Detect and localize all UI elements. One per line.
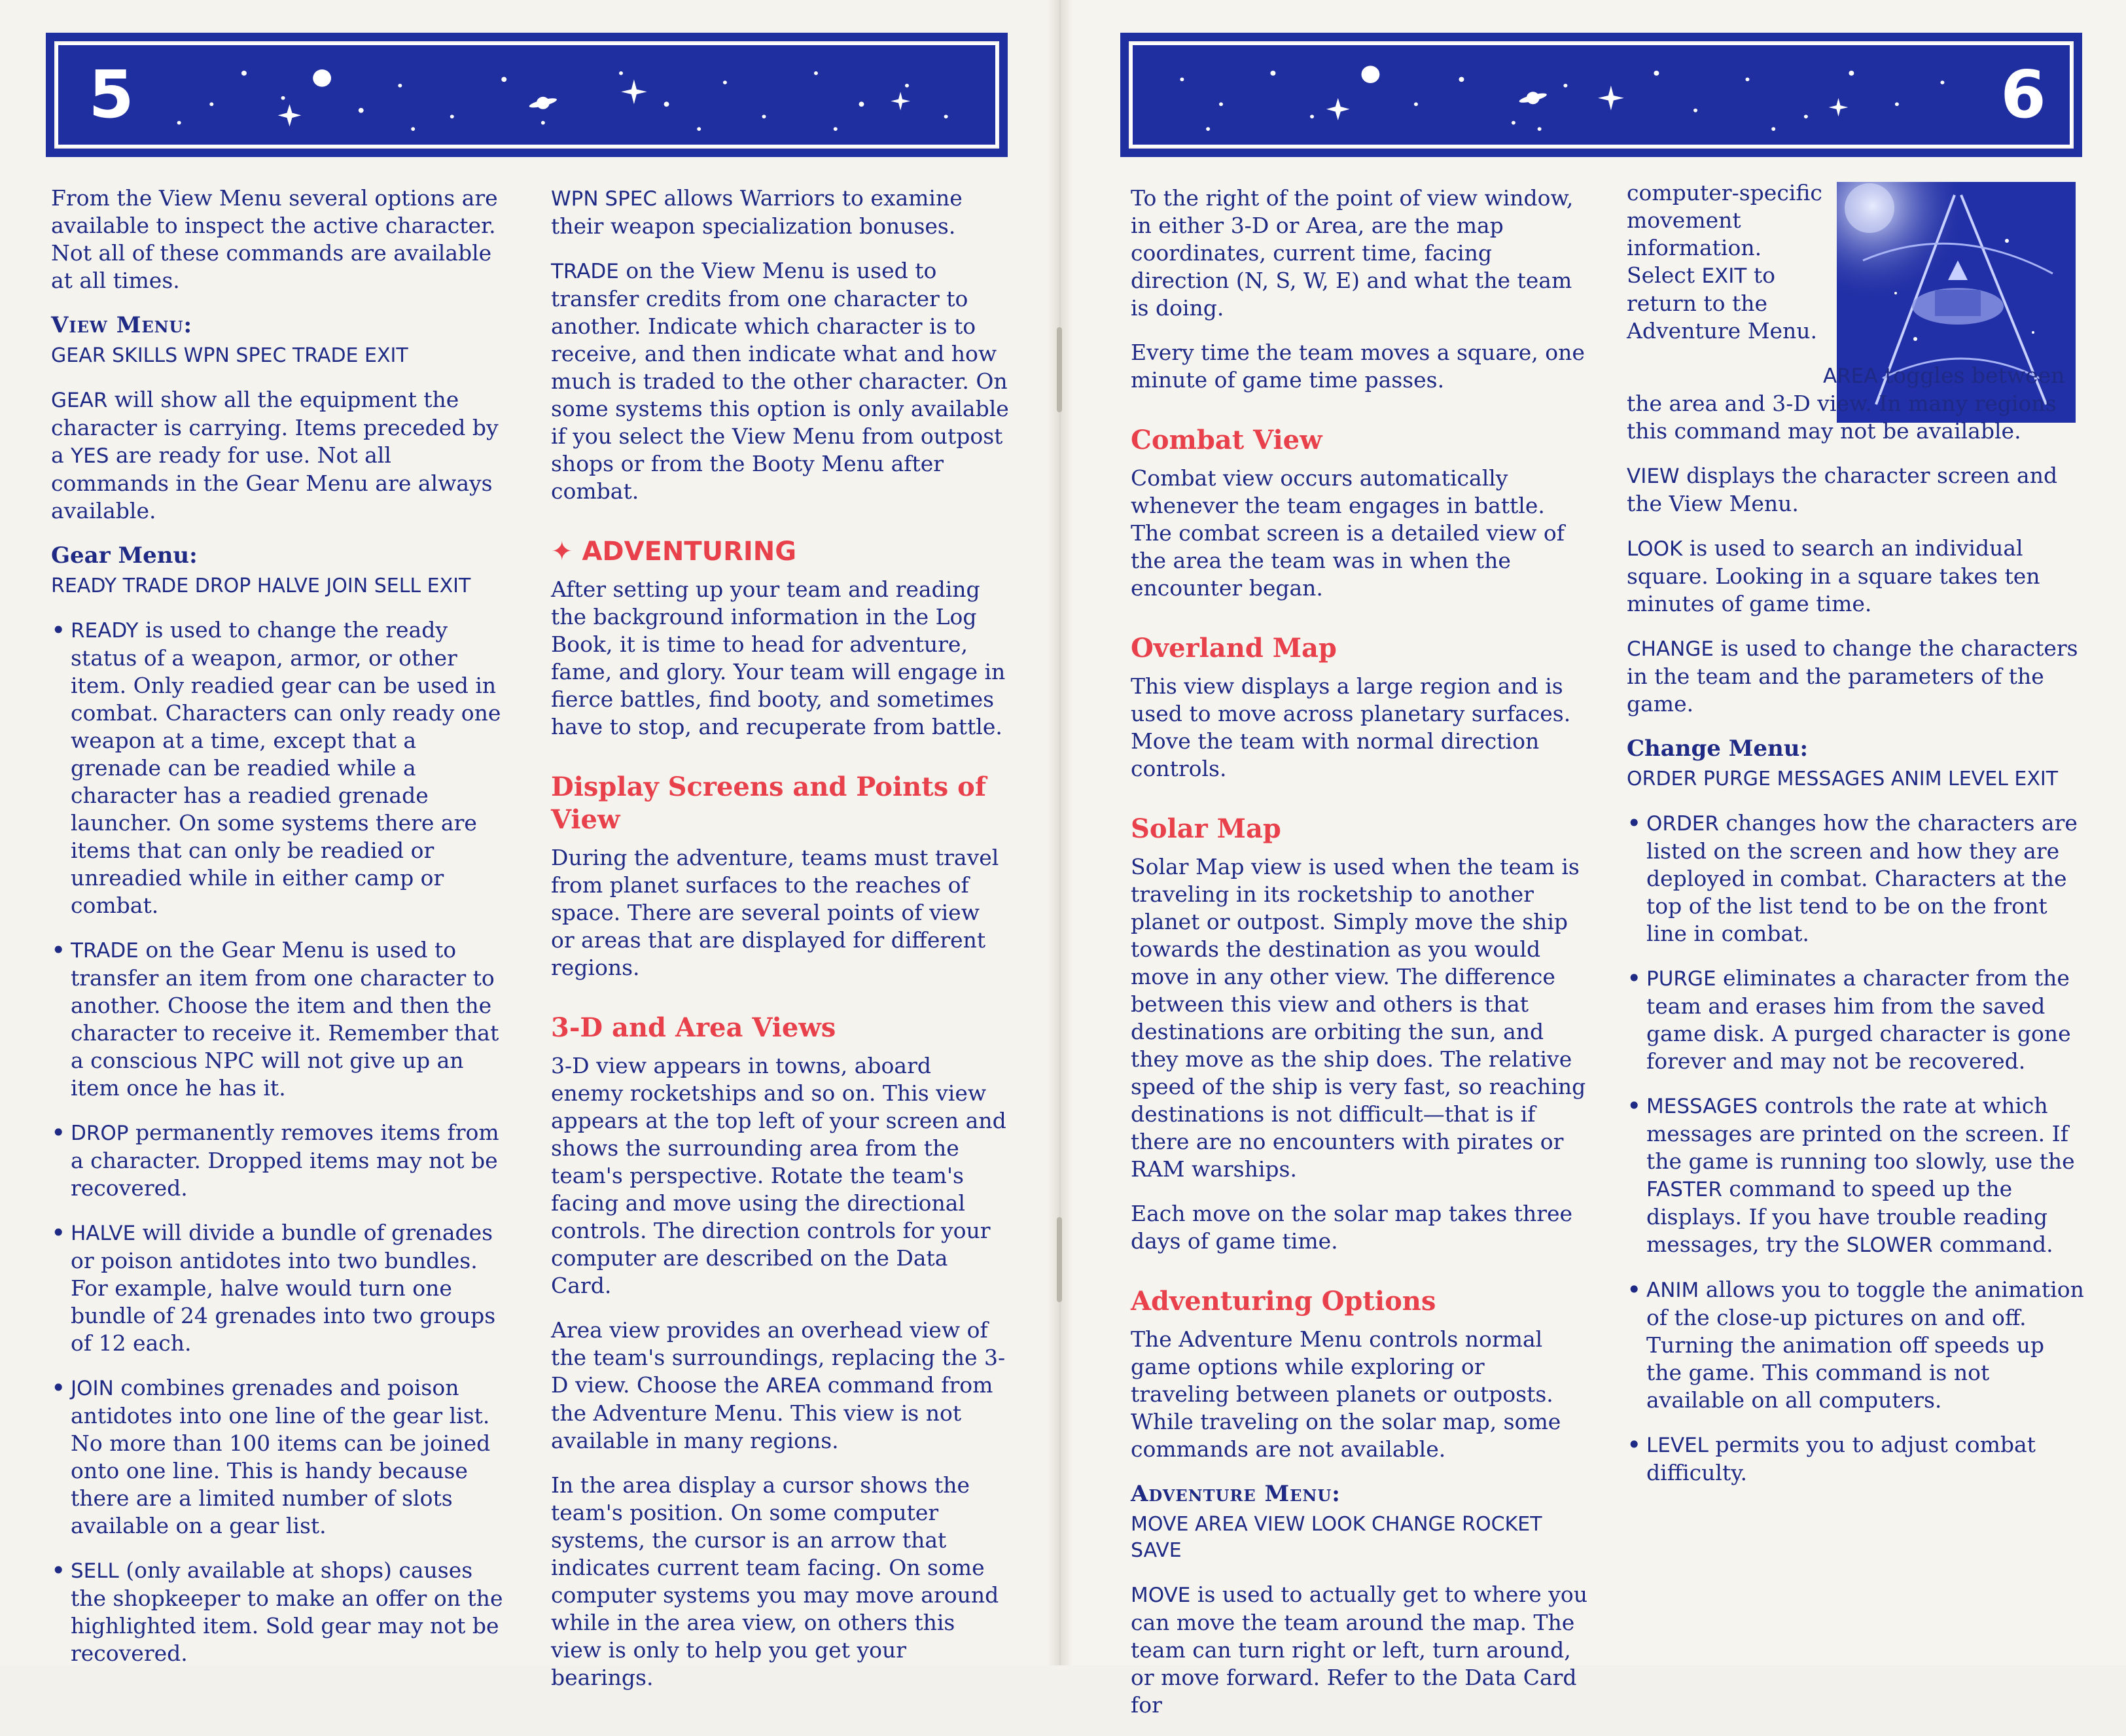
list-item <box>1627 1276 2085 1414</box>
movement-info-paragraph <box>1627 179 1823 345</box>
gear-menu-commands: READY TRADE DROP HALVE JOIN SELL EXIT <box>51 575 471 597</box>
view-menu-heading: View Menu: <box>51 312 193 338</box>
float-spacer <box>1627 362 1823 363</box>
bullet-text: is used to change the ready status of a weapon, armor, or other item. Only readied gear can be used in combat. Characters can only ready one weapon at a time, except that a grenade can be readied while a character has a readied grenade launcher. On some systems there are items that can only be readied or unreadied while in either camp or combat. <box>71 617 501 918</box>
move-keyword: MOVE <box>1131 1584 1191 1607</box>
bullet-text: controls the rate at which messages are printed on the screen. If the game is running too slowly, use the <box>1646 1093 2075 1174</box>
bullet-text: combines grenades and poison antidotes into one line of the gear list. No more than 100 items can be joined onto one line. This is handy because there are a limited number of slots available on a gear list. <box>71 1375 491 1538</box>
change-menu-heading: Change Menu: <box>1627 735 1809 762</box>
area-text-b: command from the Adventure Menu. This view is not available in many regions. <box>551 1372 993 1453</box>
bullet-text: permits you to adjust combat difficulty. <box>1646 1432 2036 1485</box>
bullet-keyword: HALVE <box>71 1222 136 1245</box>
bullet-text: permanently removes items from a character. Dropped items may not be recovered. <box>71 1120 499 1201</box>
bullet-text: changes how the characters are listed on the screen and how they are deployed in combat. Characters at the top of the list tend to be on the front line in combat. <box>1646 810 2078 946</box>
bullet-text: (only available at shops) causes the shopkeeper to make an offer on the highlighted item. Sold gear may not be recovered. <box>71 1557 503 1666</box>
area-text-a: Area view provides an overhead view of the team's surroundings, replacing the 3-D view. Choose the <box>551 1317 1006 1398</box>
solar-map-paragraph-2: Each move on the solar map takes three days of game time. <box>1131 1201 1573 1254</box>
list-item <box>1627 1431 2085 1487</box>
change-paragraph <box>1627 635 2085 718</box>
bullet-keyword: LEVEL <box>1646 1434 1709 1457</box>
change-text: is used to change the characters in the team and the parameters of the game. <box>1627 635 2078 717</box>
combat-view-heading: Combat View <box>1131 425 1322 455</box>
change-menu-list <box>1627 809 2085 1487</box>
staple-top <box>1057 327 1062 412</box>
coordinates-paragraph: To the right of the point of view window, in either 3-D or Area, are the map coordinates, current time, facing direction (N, S, W, E) and what the team is doing. <box>1131 185 1574 321</box>
exit-keyword: EXIT <box>1701 264 1747 288</box>
gear-menu-list <box>51 616 509 1667</box>
view-text: displays the character screen and the View Menu. <box>1627 463 2058 516</box>
display-screens-paragraph: During the adventure, teams must travel from planet surfaces to the reaches of space. There are several points of view or areas that are displayed for different regions. <box>551 845 999 980</box>
yes-keyword: YES <box>71 444 109 468</box>
list-item <box>51 1557 509 1667</box>
look-keyword: LOOK <box>1627 537 1683 561</box>
overland-map-paragraph: This view displays a large region and is used to move across planetary surfaces. Move the team with normal direction controls. <box>1131 673 1571 781</box>
page-6-column-1 <box>1131 185 1589 1736</box>
adventuring-paragraph: After setting up your team and reading the background information in the Log Book, it is time to head for adventure, fame, and glory. Your team will engage in fierce battles, find booty, and sometimes have to stop, and recuperate from battle. <box>551 576 1006 739</box>
slower-keyword: SLOWER <box>1846 1233 1933 1257</box>
look-paragraph <box>1627 535 2085 618</box>
adventuring-options-paragraph: The Adventure Menu controls normal game options while exploring or traveling between planets or outposts. While traveling on the solar map, some commands are not available. <box>1131 1326 1561 1462</box>
area-toggle-paragraph <box>1627 362 2085 445</box>
area-views-paragraph-2 <box>551 1317 1009 1455</box>
book-gutter <box>1047 0 1073 1665</box>
change-keyword: CHANGE <box>1627 637 1714 661</box>
banner-frame <box>1130 43 2072 147</box>
area-views-paragraph-1: 3-D view appears in towns, aboard enemy rocketships and so on. This view appears at the top left of your screen and shows the surrounding area from the team's perspective. Rotate the team's facing and move using the directional controls. The direction controls for your computer are described on the Data Card. <box>551 1053 1006 1298</box>
page-5-star-banner <box>46 33 1008 157</box>
list-item <box>51 1119 509 1202</box>
bullet-text: will divide a bundle of grenades or poison antidotes into two bundles. For example, halve would turn one bundle of 24 grenades into two groups of 12 each. <box>71 1220 496 1356</box>
list-item <box>51 1374 509 1540</box>
list-item <box>51 1219 509 1357</box>
bullet-keyword: PURGE <box>1646 967 1716 991</box>
display-screens-heading: Display Screens and Points of View <box>551 771 987 835</box>
view-paragraph <box>1627 462 2085 518</box>
bullet-keyword: TRADE <box>71 939 139 963</box>
page-number: 5 <box>88 56 134 133</box>
game-time-paragraph: Every time the team moves a square, one minute of game time passes. <box>1131 340 1585 393</box>
solar-map-heading: Solar Map <box>1131 813 1281 844</box>
list-item <box>1627 809 2085 948</box>
page-6-star-banner <box>1120 33 2082 157</box>
change-menu-commands: ORDER PURGE MESSAGES ANIM LEVEL EXIT <box>1627 768 2059 790</box>
banner-frame <box>56 43 998 147</box>
move-text: is used to actually get to where you can move the team around the map. The team can turn right or left, turn around, or move forward. Refer to the Data Card for <box>1131 1582 1588 1718</box>
bullet-keyword: JOIN <box>71 1377 114 1400</box>
gear-menu-heading: Gear Menu: <box>51 542 198 569</box>
adventure-menu-heading: Adventure Menu: <box>1131 1481 1341 1507</box>
combat-view-paragraph: Combat view occurs automatically whenever the team engages in battle. The combat screen is a detailed view of the area the team was in when the encounter began. <box>1131 465 1565 601</box>
page-number: 6 <box>2000 56 2046 133</box>
area-keyword: AREA <box>1823 364 1878 388</box>
page-5-column-1 <box>51 185 509 1684</box>
list-item <box>1627 965 2085 1075</box>
list-item <box>51 616 509 919</box>
trade-text: on the View Menu is used to transfer credits from one character to another. Indicate which character is to receive, and then indicate what and how much is traded to the other character. On some systems this option is only available if you select the View Menu from outpost shops or from the Booty Menu after combat. <box>551 258 1009 504</box>
area-keyword: AREA <box>766 1374 821 1398</box>
bullet-text-3: command. <box>1932 1231 2053 1257</box>
area-toggle-text: toggles between the area and 3-D view. In many regions this command may not be available. <box>1627 363 2065 444</box>
wpn-spec-text: allows Warriors to examine their weapon specialization bonuses. <box>551 185 963 239</box>
gear-text: will show all the equipment the character is carrying. Items preceded by a <box>51 387 499 468</box>
adventuring-heading: ✦ ADVENTURING <box>551 537 797 567</box>
gear-paragraph <box>51 386 509 525</box>
trade-keyword: TRADE <box>551 260 619 283</box>
gear-keyword: GEAR <box>51 389 108 412</box>
gear-text-2: are ready for use. Not all commands in the Gear Menu are always available. <box>51 442 493 523</box>
solar-map-paragraph-1: Solar Map view is used when the team is traveling in its rocketship to another planet or outpost. Simply move the ship towards the destination as you would move in any other view. The difference between this view and others is that destinations are orbiting the sun, and they move as the ship does. The relative speed of the ship is very fast, so reaching destinations is not difficult—that is if there are no encounters with pirates or RAM warships. <box>1131 854 1586 1182</box>
bullet-text: allows you to toggle the animation of the close-up pictures on and off. Turning the animation off speeds up the game. This command is not available on all computers. <box>1646 1277 2084 1413</box>
movement-text-b: to return to the Adventure Menu. <box>1627 262 1818 344</box>
area-views-heading: 3-D and Area Views <box>551 1012 836 1043</box>
movement-text-a: computer-specific movement information. Select <box>1627 180 1822 288</box>
bullet-text-2: command to speed up the displays. If you have trouble reading messages, try the <box>1646 1176 2047 1257</box>
move-paragraph <box>1131 1581 1589 1719</box>
adventuring-options-heading: Adventuring Options <box>1131 1286 1436 1317</box>
overland-map-heading: Overland Map <box>1131 633 1337 664</box>
list-item <box>51 936 509 1102</box>
bullet-keyword: ORDER <box>1646 812 1719 836</box>
area-views-paragraph-3: In the area display a cursor shows the team's position. On some computer systems, the cursor is an arrow that indicates current team facing. On some computer systems you may move around while in the area view, on others this view is only to help you get your bearings. <box>551 1472 999 1690</box>
bullet-keyword: READY <box>71 619 139 643</box>
bullet-keyword: DROP <box>71 1122 129 1145</box>
view-keyword: VIEW <box>1627 465 1680 488</box>
bullet-keyword: ANIM <box>1646 1279 1699 1302</box>
list-item <box>1627 1092 2085 1259</box>
look-text: is used to search an individual square. Looking in a square takes ten minutes of game time. <box>1627 535 2040 616</box>
bullet-keyword: MESSAGES <box>1646 1095 1758 1118</box>
wpn-spec-paragraph <box>551 185 1009 240</box>
faster-keyword: FASTER <box>1646 1178 1722 1201</box>
view-menu-commands: GEAR SKILLS WPN SPEC TRADE EXIT <box>51 344 408 367</box>
page-5-column-2 <box>551 185 1009 1709</box>
bullet-text: on the Gear Menu is used to transfer an item from one character to another. Choose the item and then the character to receive it. Remember that a conscious NPC will not give up an item once he has it. <box>71 937 499 1101</box>
adventure-menu-commands: MOVE AREA VIEW LOOK CHANGE ROCKET SAVE <box>1131 1513 1542 1562</box>
trade-paragraph <box>551 257 1009 505</box>
page-6-column-2 <box>1627 179 2085 1504</box>
bullet-keyword: SELL <box>71 1559 119 1583</box>
intro-paragraph: From the View Menu several options are available to inspect the active character. Not all of these commands are available at all times. <box>51 185 498 293</box>
bullet-text: eliminates a character from the team and erases him from the saved game disk. A purged character is gone forever and may not be recovered. <box>1646 965 2071 1074</box>
staple-bottom <box>1057 1217 1062 1302</box>
wpn-spec-keyword: WPN SPEC <box>551 187 657 211</box>
